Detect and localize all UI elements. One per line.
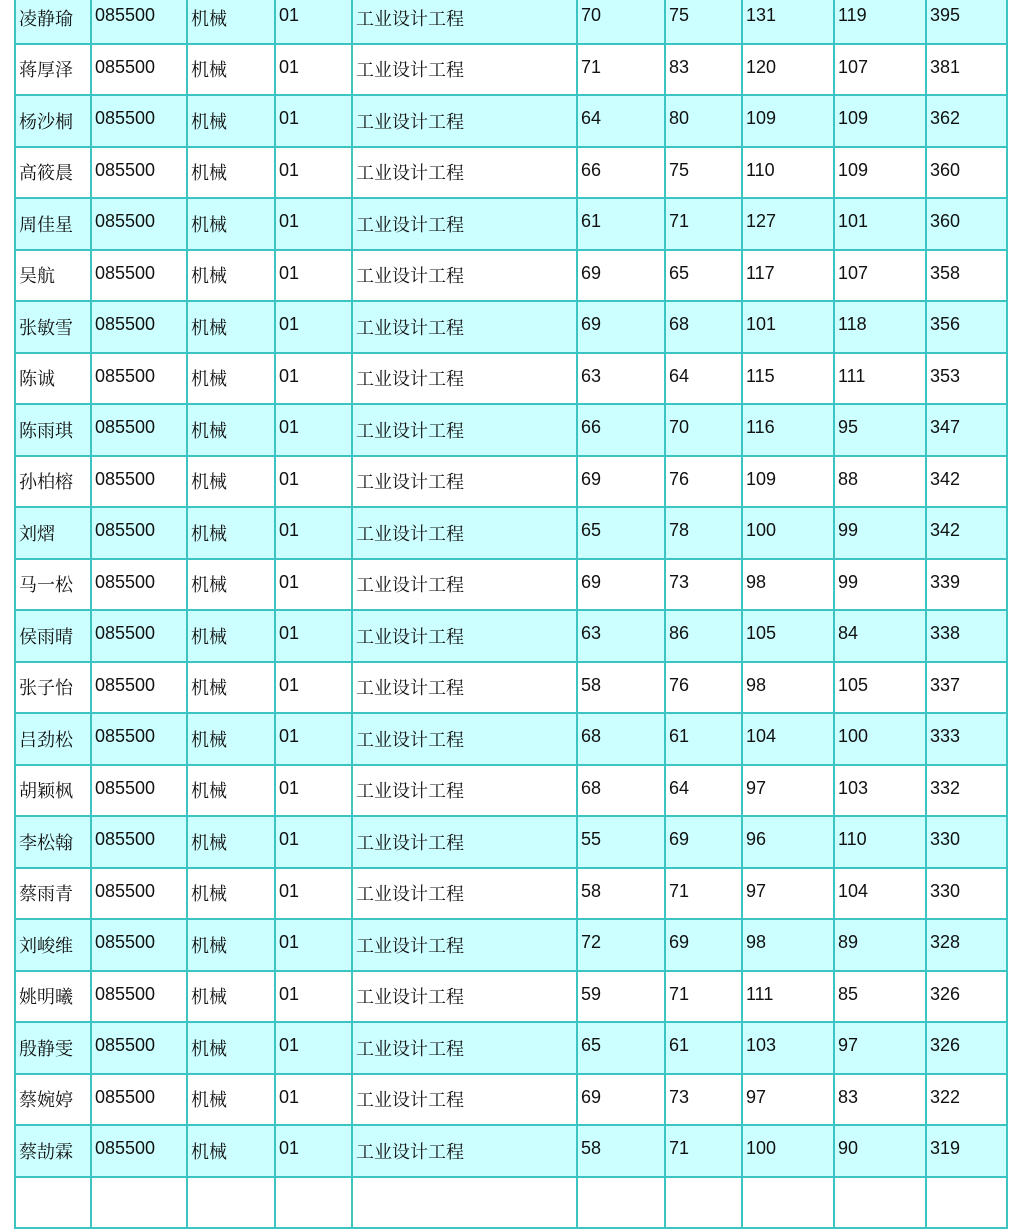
cell-score-3: 111 xyxy=(742,971,834,1023)
cell-score-4: 85 xyxy=(834,971,926,1023)
cell-name: 侯雨晴 xyxy=(15,610,91,662)
table-row xyxy=(15,662,1007,714)
cell-major-code: 085500 xyxy=(91,353,187,405)
cell-major-name: 工业设计工程 xyxy=(352,0,577,44)
cell-total-score: 342 xyxy=(926,456,1007,508)
cell-major-code: 085500 xyxy=(91,507,187,559)
cell-major-name: 工业设计工程 xyxy=(352,507,577,559)
cell-score-1: 69 xyxy=(577,250,665,302)
cell-score-4: 88 xyxy=(834,456,926,508)
table-row xyxy=(15,559,1007,611)
table-row xyxy=(15,353,1007,405)
cell-major-name: 工业设计工程 xyxy=(352,1074,577,1126)
cell-score-1: 66 xyxy=(577,147,665,199)
table-row xyxy=(15,971,1007,1023)
cell-major-code: 085500 xyxy=(91,250,187,302)
cell-score-3: 97 xyxy=(742,765,834,817)
cell-total-score: 332 xyxy=(926,765,1007,817)
cell-total-score: 395 xyxy=(926,0,1007,44)
cell-major-code: 085500 xyxy=(91,198,187,250)
cell-department: 机械 xyxy=(187,507,275,559)
cell-score-3: 97 xyxy=(742,1074,834,1126)
cell-score-1: 66 xyxy=(577,404,665,456)
cell-score-1: 69 xyxy=(577,301,665,353)
cell-department xyxy=(187,1177,275,1229)
cell-total-score: 328 xyxy=(926,919,1007,971)
cell-score-1: 65 xyxy=(577,1022,665,1074)
cell-major-code: 085500 xyxy=(91,868,187,920)
cell-direction-code: 01 xyxy=(275,868,352,920)
cell-score-3: 98 xyxy=(742,662,834,714)
cell-total-score: 347 xyxy=(926,404,1007,456)
cell-score-3: 101 xyxy=(742,301,834,353)
cell-score-2: 64 xyxy=(665,353,742,405)
cell-name: 陈诚 xyxy=(15,353,91,405)
cell-direction-code: 01 xyxy=(275,610,352,662)
cell-total-score: 330 xyxy=(926,868,1007,920)
cell-direction-code: 01 xyxy=(275,765,352,817)
cell-direction-code: 01 xyxy=(275,198,352,250)
cell-score-2: 75 xyxy=(665,0,742,44)
cell-name: 杨沙桐 xyxy=(15,95,91,147)
cell-major-name: 工业设计工程 xyxy=(352,765,577,817)
cell-score-4: 90 xyxy=(834,1125,926,1177)
cell-major-name: 工业设计工程 xyxy=(352,971,577,1023)
table-row xyxy=(15,713,1007,765)
cell-direction-code: 01 xyxy=(275,1022,352,1074)
cell-name: 殷静雯 xyxy=(15,1022,91,1074)
cell-score-3: 105 xyxy=(742,610,834,662)
cell-major-code: 085500 xyxy=(91,610,187,662)
cell-major-name: 工业设计工程 xyxy=(352,404,577,456)
cell-score-4: 84 xyxy=(834,610,926,662)
cell-total-score: 319 xyxy=(926,1125,1007,1177)
cell-score-4: 118 xyxy=(834,301,926,353)
score-table-container xyxy=(14,0,1008,1229)
cell-total-score: 381 xyxy=(926,44,1007,96)
cell-direction-code: 01 xyxy=(275,147,352,199)
table-row xyxy=(15,610,1007,662)
cell-score-4: 119 xyxy=(834,0,926,44)
cell-department: 机械 xyxy=(187,919,275,971)
cell-score-2: 83 xyxy=(665,44,742,96)
cell-total-score xyxy=(926,1177,1007,1229)
cell-score-3: 97 xyxy=(742,868,834,920)
cell-department: 机械 xyxy=(187,713,275,765)
cell-direction-code: 01 xyxy=(275,507,352,559)
cell-score-4: 97 xyxy=(834,1022,926,1074)
cell-name: 刘熠 xyxy=(15,507,91,559)
cell-score-2 xyxy=(665,1177,742,1229)
cell-direction-code: 01 xyxy=(275,301,352,353)
cell-score-3: 98 xyxy=(742,559,834,611)
cell-major-name: 工业设计工程 xyxy=(352,559,577,611)
table-row xyxy=(15,1074,1007,1126)
cell-score-2: 73 xyxy=(665,559,742,611)
cell-score-1: 58 xyxy=(577,1125,665,1177)
cell-total-score: 362 xyxy=(926,95,1007,147)
cell-name: 刘峻维 xyxy=(15,919,91,971)
cell-score-1: 70 xyxy=(577,0,665,44)
cell-major-code: 085500 xyxy=(91,765,187,817)
cell-major-name: 工业设计工程 xyxy=(352,353,577,405)
cell-name: 马一松 xyxy=(15,559,91,611)
cell-department: 机械 xyxy=(187,662,275,714)
cell-score-4: 101 xyxy=(834,198,926,250)
cell-major-name xyxy=(352,1177,577,1229)
cell-direction-code: 01 xyxy=(275,0,352,44)
cell-major-code: 085500 xyxy=(91,662,187,714)
cell-major-code: 085500 xyxy=(91,147,187,199)
cell-department: 机械 xyxy=(187,353,275,405)
cell-score-3: 117 xyxy=(742,250,834,302)
cell-major-code: 085500 xyxy=(91,0,187,44)
cell-major-name: 工业设计工程 xyxy=(352,250,577,302)
cell-direction-code: 01 xyxy=(275,559,352,611)
cell-score-2: 75 xyxy=(665,147,742,199)
table-row xyxy=(15,919,1007,971)
cell-total-score: 326 xyxy=(926,971,1007,1023)
cell-major-name: 工业设计工程 xyxy=(352,919,577,971)
cell-department: 机械 xyxy=(187,250,275,302)
cell-major-code: 085500 xyxy=(91,95,187,147)
cell-score-1: 63 xyxy=(577,353,665,405)
cell-score-1: 71 xyxy=(577,44,665,96)
cell-department: 机械 xyxy=(187,868,275,920)
cell-total-score: 353 xyxy=(926,353,1007,405)
cell-score-2: 61 xyxy=(665,713,742,765)
cell-score-1: 69 xyxy=(577,559,665,611)
cell-score-4: 99 xyxy=(834,507,926,559)
table-row xyxy=(15,765,1007,817)
cell-major-code: 085500 xyxy=(91,1125,187,1177)
cell-name: 张敏雪 xyxy=(15,301,91,353)
cell-name: 陈雨琪 xyxy=(15,404,91,456)
cell-direction-code: 01 xyxy=(275,353,352,405)
cell-score-2: 73 xyxy=(665,1074,742,1126)
table-row xyxy=(15,404,1007,456)
cell-score-2: 68 xyxy=(665,301,742,353)
cell-department: 机械 xyxy=(187,971,275,1023)
cell-major-code: 085500 xyxy=(91,559,187,611)
cell-score-1: 55 xyxy=(577,816,665,868)
cell-total-score: 358 xyxy=(926,250,1007,302)
cell-department: 机械 xyxy=(187,559,275,611)
cell-major-name: 工业设计工程 xyxy=(352,713,577,765)
cell-total-score: 322 xyxy=(926,1074,1007,1126)
score-table xyxy=(14,0,1008,1229)
cell-score-3: 131 xyxy=(742,0,834,44)
cell-score-4: 105 xyxy=(834,662,926,714)
cell-direction-code: 01 xyxy=(275,1074,352,1126)
cell-score-3: 120 xyxy=(742,44,834,96)
cell-department: 机械 xyxy=(187,456,275,508)
cell-total-score: 330 xyxy=(926,816,1007,868)
cell-score-2: 86 xyxy=(665,610,742,662)
cell-score-4: 111 xyxy=(834,353,926,405)
cell-score-1: 68 xyxy=(577,713,665,765)
cell-major-name: 工业设计工程 xyxy=(352,1022,577,1074)
cell-score-4: 100 xyxy=(834,713,926,765)
cell-score-1: 65 xyxy=(577,507,665,559)
cell-score-2: 78 xyxy=(665,507,742,559)
cell-name: 凌静瑜 xyxy=(15,0,91,44)
cell-score-4: 109 xyxy=(834,95,926,147)
table-row xyxy=(15,507,1007,559)
cell-direction-code: 01 xyxy=(275,95,352,147)
cell-name: 李松翰 xyxy=(15,816,91,868)
cell-major-code xyxy=(91,1177,187,1229)
cell-name: 高筱晨 xyxy=(15,147,91,199)
cell-department: 机械 xyxy=(187,95,275,147)
cell-major-name: 工业设计工程 xyxy=(352,868,577,920)
cell-total-score: 339 xyxy=(926,559,1007,611)
table-row xyxy=(15,147,1007,199)
table-row xyxy=(15,816,1007,868)
cell-name: 吴航 xyxy=(15,250,91,302)
cell-score-1: 63 xyxy=(577,610,665,662)
cell-name: 蒋厚泽 xyxy=(15,44,91,96)
cell-direction-code: 01 xyxy=(275,250,352,302)
cell-score-4: 110 xyxy=(834,816,926,868)
table-row xyxy=(15,868,1007,920)
table-row xyxy=(15,95,1007,147)
cell-name: 孙柏榕 xyxy=(15,456,91,508)
cell-major-code: 085500 xyxy=(91,404,187,456)
cell-major-name: 工业设计工程 xyxy=(352,1125,577,1177)
cell-score-3: 109 xyxy=(742,456,834,508)
cell-score-3: 116 xyxy=(742,404,834,456)
cell-direction-code: 01 xyxy=(275,713,352,765)
cell-total-score: 338 xyxy=(926,610,1007,662)
cell-score-2: 71 xyxy=(665,1125,742,1177)
cell-name: 胡颖枫 xyxy=(15,765,91,817)
cell-department: 机械 xyxy=(187,765,275,817)
cell-direction-code: 01 xyxy=(275,44,352,96)
cell-score-3: 98 xyxy=(742,919,834,971)
cell-major-code: 085500 xyxy=(91,1074,187,1126)
cell-score-4: 89 xyxy=(834,919,926,971)
cell-score-2: 70 xyxy=(665,404,742,456)
cell-score-4 xyxy=(834,1177,926,1229)
cell-score-1: 69 xyxy=(577,456,665,508)
cell-score-4: 107 xyxy=(834,44,926,96)
cell-department: 机械 xyxy=(187,404,275,456)
cell-major-code: 085500 xyxy=(91,816,187,868)
cell-score-1: 58 xyxy=(577,662,665,714)
cell-name: 蔡雨青 xyxy=(15,868,91,920)
cell-name xyxy=(15,1177,91,1229)
cell-major-name: 工业设计工程 xyxy=(352,816,577,868)
cell-department: 机械 xyxy=(187,147,275,199)
cell-score-3: 110 xyxy=(742,147,834,199)
cell-score-4: 109 xyxy=(834,147,926,199)
cell-name: 吕劲松 xyxy=(15,713,91,765)
cell-major-name: 工业设计工程 xyxy=(352,147,577,199)
cell-score-3: 109 xyxy=(742,95,834,147)
cell-score-3 xyxy=(742,1177,834,1229)
cell-score-4: 95 xyxy=(834,404,926,456)
cell-score-2: 71 xyxy=(665,971,742,1023)
cell-total-score: 337 xyxy=(926,662,1007,714)
table-row xyxy=(15,456,1007,508)
cell-direction-code: 01 xyxy=(275,816,352,868)
cell-score-2: 71 xyxy=(665,198,742,250)
cell-major-name: 工业设计工程 xyxy=(352,44,577,96)
cell-score-1: 69 xyxy=(577,1074,665,1126)
cell-department: 机械 xyxy=(187,816,275,868)
cell-score-4: 83 xyxy=(834,1074,926,1126)
cell-name: 周佳星 xyxy=(15,198,91,250)
cell-major-code: 085500 xyxy=(91,456,187,508)
cell-name: 蔡劼霖 xyxy=(15,1125,91,1177)
cell-department: 机械 xyxy=(187,610,275,662)
cell-major-code: 085500 xyxy=(91,1022,187,1074)
cell-score-3: 127 xyxy=(742,198,834,250)
cell-score-1: 72 xyxy=(577,919,665,971)
cell-major-name: 工业设计工程 xyxy=(352,95,577,147)
cell-department: 机械 xyxy=(187,1074,275,1126)
cell-score-2: 80 xyxy=(665,95,742,147)
table-body xyxy=(15,0,1007,1228)
cell-score-3: 100 xyxy=(742,507,834,559)
cell-major-code: 085500 xyxy=(91,301,187,353)
cell-major-name: 工业设计工程 xyxy=(352,301,577,353)
cell-department: 机械 xyxy=(187,44,275,96)
cell-direction-code: 01 xyxy=(275,919,352,971)
cell-major-name: 工业设计工程 xyxy=(352,456,577,508)
cell-direction-code xyxy=(275,1177,352,1229)
cell-score-2: 65 xyxy=(665,250,742,302)
cell-total-score: 360 xyxy=(926,147,1007,199)
cell-direction-code: 01 xyxy=(275,662,352,714)
cell-score-4: 104 xyxy=(834,868,926,920)
cell-department: 机械 xyxy=(187,301,275,353)
cell-name: 张子怡 xyxy=(15,662,91,714)
cell-score-3: 104 xyxy=(742,713,834,765)
cell-direction-code: 01 xyxy=(275,456,352,508)
cell-department: 机械 xyxy=(187,1125,275,1177)
table-row xyxy=(15,0,1007,44)
cell-score-1: 68 xyxy=(577,765,665,817)
cell-department: 机械 xyxy=(187,198,275,250)
cell-total-score: 333 xyxy=(926,713,1007,765)
cell-total-score: 342 xyxy=(926,507,1007,559)
cell-score-4: 99 xyxy=(834,559,926,611)
cell-major-code: 085500 xyxy=(91,44,187,96)
cell-name: 姚明曦 xyxy=(15,971,91,1023)
cell-score-1: 61 xyxy=(577,198,665,250)
cell-score-4: 103 xyxy=(834,765,926,817)
cell-score-4: 107 xyxy=(834,250,926,302)
cell-direction-code: 01 xyxy=(275,404,352,456)
cell-score-3: 96 xyxy=(742,816,834,868)
cell-score-2: 76 xyxy=(665,456,742,508)
cell-major-code: 085500 xyxy=(91,713,187,765)
cell-major-code: 085500 xyxy=(91,919,187,971)
cell-score-3: 100 xyxy=(742,1125,834,1177)
cell-score-1: 64 xyxy=(577,95,665,147)
table-row xyxy=(15,1022,1007,1074)
cell-department: 机械 xyxy=(187,0,275,44)
cell-major-name: 工业设计工程 xyxy=(352,198,577,250)
cell-direction-code: 01 xyxy=(275,1125,352,1177)
cell-total-score: 356 xyxy=(926,301,1007,353)
cell-score-1 xyxy=(577,1177,665,1229)
cell-department: 机械 xyxy=(187,1022,275,1074)
cell-score-3: 103 xyxy=(742,1022,834,1074)
cell-score-2: 69 xyxy=(665,816,742,868)
cell-score-2: 76 xyxy=(665,662,742,714)
cell-score-2: 71 xyxy=(665,868,742,920)
cell-score-1: 59 xyxy=(577,971,665,1023)
cell-score-2: 61 xyxy=(665,1022,742,1074)
table-row xyxy=(15,301,1007,353)
cell-total-score: 326 xyxy=(926,1022,1007,1074)
table-row xyxy=(15,198,1007,250)
table-row xyxy=(15,1125,1007,1177)
cell-score-2: 69 xyxy=(665,919,742,971)
cell-major-name: 工业设计工程 xyxy=(352,610,577,662)
cell-major-name: 工业设计工程 xyxy=(352,662,577,714)
table-row xyxy=(15,44,1007,96)
cell-major-code: 085500 xyxy=(91,971,187,1023)
cell-score-1: 58 xyxy=(577,868,665,920)
table-row xyxy=(15,1177,1007,1229)
cell-score-3: 115 xyxy=(742,353,834,405)
cell-direction-code: 01 xyxy=(275,971,352,1023)
table-row xyxy=(15,250,1007,302)
cell-name: 蔡婉婷 xyxy=(15,1074,91,1126)
cell-score-2: 64 xyxy=(665,765,742,817)
cell-total-score: 360 xyxy=(926,198,1007,250)
